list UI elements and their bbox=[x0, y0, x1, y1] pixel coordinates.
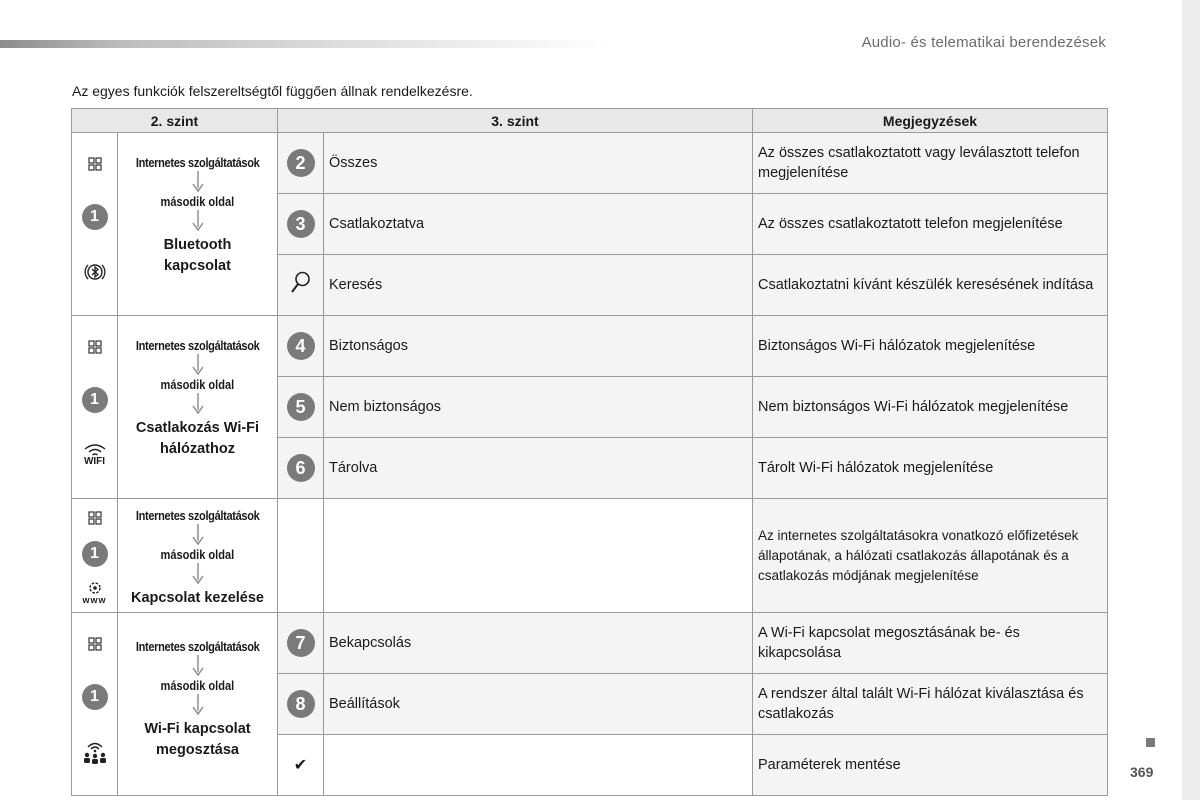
level2-path-cell bbox=[118, 133, 278, 316]
table-row bbox=[72, 316, 1108, 377]
wifi-label: WIFI bbox=[83, 455, 106, 467]
option-label: Bekapcsolás bbox=[324, 613, 753, 674]
top-decorative-bar bbox=[0, 40, 610, 48]
arrow-down-icon bbox=[190, 654, 206, 678]
option-note: Csatlakoztatni kívánt készülék keresésének indítása bbox=[753, 255, 1108, 316]
option-label bbox=[324, 499, 753, 613]
badge-cell bbox=[278, 255, 324, 316]
option-note: Paraméterek mentése bbox=[753, 735, 1108, 796]
table-row bbox=[72, 613, 1108, 674]
setting-name: Bluetooth kapcsolat bbox=[163, 237, 232, 274]
option-label: Biztonságos bbox=[324, 316, 753, 377]
arrow-down-icon bbox=[190, 170, 206, 194]
arrow-down-icon bbox=[190, 392, 206, 416]
badge-cell bbox=[278, 194, 324, 255]
header-level2: 2. szint bbox=[72, 109, 278, 133]
option-label: Beállítások bbox=[324, 674, 753, 735]
option-label bbox=[324, 735, 753, 796]
arrow-down-icon bbox=[190, 353, 206, 377]
arrow-down-icon bbox=[190, 693, 206, 717]
level2-path-cell bbox=[118, 316, 278, 499]
option-note: Az internetes szolgáltatásokra vonatkozó előfizetések állapotának, a hálózati csatlakozás állapotának és a csatlakozás módjának megjelenítése bbox=[753, 499, 1108, 613]
badge-cell bbox=[278, 674, 324, 735]
menu-internet-services: Internetes szolgáltatások bbox=[135, 338, 260, 353]
step-badge: 1 bbox=[82, 684, 108, 710]
badge-cell bbox=[278, 499, 324, 613]
header-level3: 3. szint bbox=[278, 109, 753, 133]
option-number-badge: 7 bbox=[287, 629, 315, 657]
table-row bbox=[72, 499, 1108, 613]
setting-name: Wi-Fi kapcsolat megosztása bbox=[144, 721, 251, 758]
option-label: Keresés bbox=[324, 255, 753, 316]
wifi-share-icon bbox=[81, 738, 109, 766]
option-note: Az összes csatlakoztatott telefon megjelenítése bbox=[753, 194, 1108, 255]
badge-cell bbox=[278, 613, 324, 674]
option-label: Tárolva bbox=[324, 438, 753, 499]
apps-grid-icon bbox=[84, 507, 106, 529]
badge-cell bbox=[278, 735, 324, 796]
badge-cell bbox=[278, 377, 324, 438]
setting-name: Kapcsolat kezelése bbox=[131, 590, 264, 606]
step-badge: 1 bbox=[82, 204, 108, 230]
option-number-badge: 6 bbox=[287, 454, 315, 482]
level2-path-cell bbox=[118, 499, 278, 613]
page-number: 369 bbox=[1130, 764, 1154, 780]
menu-second-page: második oldal bbox=[160, 547, 235, 562]
level2-icons-cell bbox=[72, 316, 118, 499]
badge-cell bbox=[278, 133, 324, 194]
option-label: Összes bbox=[324, 133, 753, 194]
section-title: Audio- és telematikai berendezések bbox=[861, 34, 1106, 51]
level2-icons-cell bbox=[72, 499, 118, 613]
menu-second-page: második oldal bbox=[160, 194, 235, 209]
step-badge: 1 bbox=[82, 387, 108, 413]
apps-grid-icon bbox=[84, 336, 106, 358]
search-icon bbox=[289, 270, 313, 296]
option-number-badge: 4 bbox=[287, 332, 315, 360]
arrow-down-icon bbox=[190, 523, 206, 547]
arrow-down-icon bbox=[190, 562, 206, 586]
www-label: www bbox=[82, 594, 107, 605]
option-number-badge: 3 bbox=[287, 210, 315, 238]
step-badge: 1 bbox=[82, 541, 108, 567]
option-label: Csatlakoztatva bbox=[324, 194, 753, 255]
settings-table bbox=[71, 108, 1108, 796]
wifi-icon bbox=[81, 441, 109, 469]
level2-path-cell bbox=[118, 613, 278, 796]
option-number-badge: 8 bbox=[287, 690, 315, 718]
option-label: Nem biztonságos bbox=[324, 377, 753, 438]
option-number-badge: 2 bbox=[287, 149, 315, 177]
apps-grid-icon bbox=[84, 633, 106, 655]
menu-internet-services: Internetes szolgáltatások bbox=[135, 508, 260, 523]
option-note: A rendszer által talált Wi-Fi hálózat kiválasztása és csatlakozás bbox=[753, 674, 1108, 735]
intro-text: Az egyes funkciók felszereltségtől függően állnak rendelkezésre. bbox=[72, 83, 473, 99]
page-marker bbox=[1146, 738, 1155, 747]
arrow-down-icon bbox=[190, 209, 206, 233]
badge-cell bbox=[278, 438, 324, 499]
option-number-badge: 5 bbox=[287, 393, 315, 421]
option-note: Nem biztonságos Wi-Fi hálózatok megjelenítése bbox=[753, 377, 1108, 438]
menu-internet-services: Internetes szolgáltatások bbox=[135, 639, 260, 654]
option-note: A Wi-Fi kapcsolat megosztásának be- és kikapcsolása bbox=[753, 613, 1108, 674]
option-note: Biztonságos Wi-Fi hálózatok megjelenítése bbox=[753, 316, 1108, 377]
menu-internet-services: Internetes szolgáltatások bbox=[135, 155, 260, 170]
badge-cell bbox=[278, 316, 324, 377]
bluetooth-icon bbox=[81, 258, 109, 286]
level2-icons-cell bbox=[72, 613, 118, 796]
apps-grid-icon bbox=[84, 153, 106, 175]
table-row bbox=[72, 133, 1108, 194]
option-note: Az összes csatlakoztatott vagy leválasztott telefon megjelenítése bbox=[753, 133, 1108, 194]
option-note: Tárolt Wi-Fi hálózatok megjelenítése bbox=[753, 438, 1108, 499]
checkmark-icon: ✔ bbox=[293, 757, 308, 774]
connection-management-icon bbox=[81, 578, 109, 606]
header-notes: Megjegyzések bbox=[753, 109, 1108, 133]
page-edge-bar bbox=[1182, 0, 1200, 800]
level2-icons-cell bbox=[72, 133, 118, 316]
table-header-row bbox=[72, 109, 1108, 133]
menu-second-page: második oldal bbox=[160, 678, 235, 693]
setting-name: Csatlakozás Wi-Fi hálózathoz bbox=[135, 420, 260, 457]
menu-second-page: második oldal bbox=[160, 377, 235, 392]
